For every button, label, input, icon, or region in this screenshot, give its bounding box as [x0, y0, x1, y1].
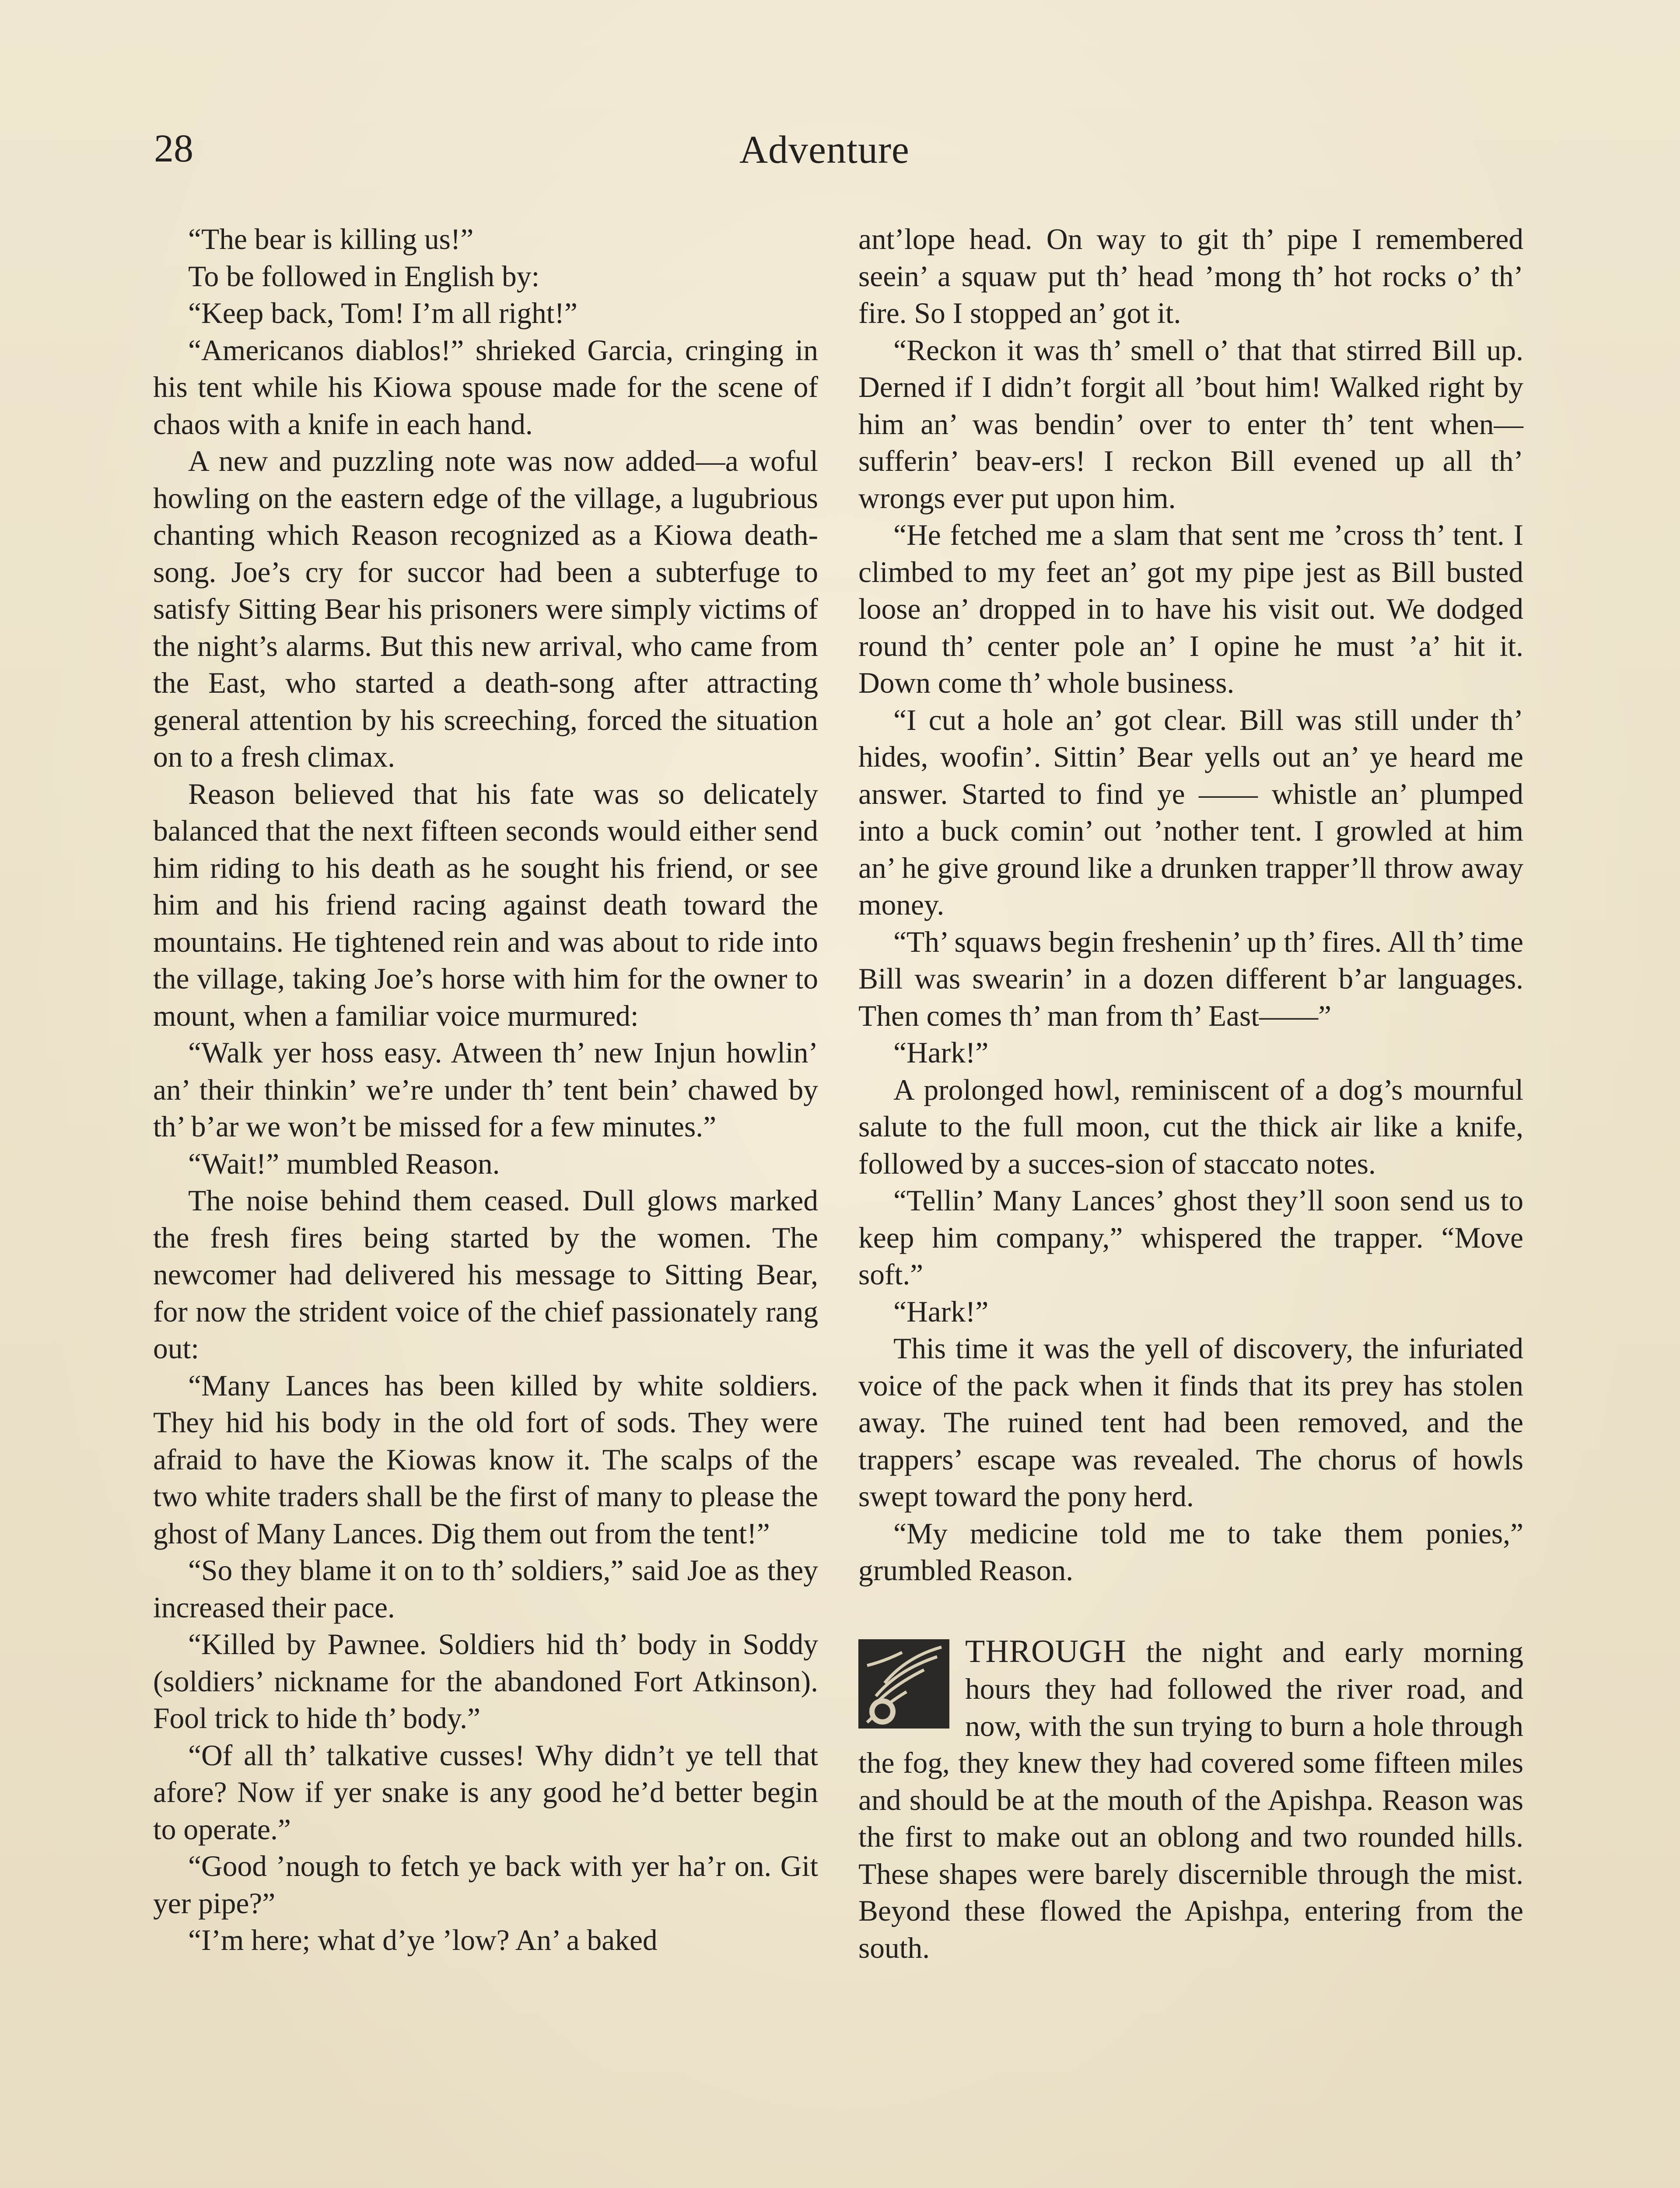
paragraph: “He fetched me a slam that sent me ’cross th’ tent. I climbed to my feet an’ got my pipe jest as Bill busted loose an’ dropped in to have his visit out. We dodged round th’ center pole an’ I opine he must ’a’ hit it. Down come th’ whole business.: [858, 519, 1523, 699]
page-number: 28: [154, 127, 193, 170]
paragraph: “Good ’nough to fetch ye back with yer ha’r on. Git yer pipe?”: [153, 1850, 818, 1920]
paragraph: “Of all th’ talkative cusses! Why didn’t ye tell that afore? Now if yer snake is any good he’d better begin to operate.”: [153, 1739, 818, 1846]
section-lead-word: THROUGH: [965, 1633, 1127, 1669]
paragraph-continued: ant’lope head. On way to git th’ pipe I remembered seein’ a squaw put th’ head ’mong th’ hot rocks o’ th’ fire. So I stopped an’ got it.: [858, 223, 1523, 330]
paragraph: To be followed in English by:: [188, 259, 540, 293]
left-text-column: [153, 221, 818, 1959]
paragraph: “Americanos diablos!” shrieked Garcia, cringing in his tent while his Kiowa spouse made for the scene of chaos with a knife in each hand.: [153, 333, 818, 441]
paragraph: “The bear is killing us!”: [188, 223, 474, 256]
paragraph: “Keep back, Tom! I’m all right!”: [188, 297, 578, 330]
paragraph: “Hark!”: [893, 1295, 989, 1328]
paragraph: “My medicine told me to take them ponies,” grumbled Reason.: [858, 1517, 1523, 1587]
paragraph: “Many Lances has been killed by white soldiers. They hid his body in the old fort of sods. They were afraid to have the Kiowas know it. The scalps of the two white traders shall be the first of many to please the ghost of Many Lances. Dig them out from the tent!”: [153, 1369, 818, 1550]
paragraph: “Walk yer hoss easy. Atween th’ new Injun howlin’ an’ their thinkin’ we’re under th’ tent bein’ chawed by th’ b’ar we won’t be missed for a few minutes.”: [153, 1036, 818, 1143]
paragraph: “So they blame it on to th’ soldiers,” said Joe as they increased their pace.: [153, 1554, 818, 1624]
paragraph: “Killed by Pawnee. Soldiers hid th’ body in Soddy (soldiers’ nickname for the abandoned Fort Atkinson). Fool trick to hide th’ body.”: [153, 1628, 818, 1735]
section-opening-paragraph: [858, 1633, 1523, 1967]
paragraph: “Tellin’ Many Lances’ ghost they’ll soon send us to keep him company,” whispered the trapper. “Move soft.”: [858, 1184, 1523, 1291]
right-text-column: [858, 221, 1523, 1967]
paragraph: “I cut a hole an’ got clear. Bill was still under th’ hides, woofin’. Sittin’ Bear yells out an’ ye heard me answer. Started to find ye —— whistle an’ plumped into a buck comin’ out ’nother tent. I growled at him an’ he give ground like a drunken trapper’ll throw away money.: [858, 703, 1523, 921]
running-header-title: Adventure: [739, 128, 910, 172]
paragraph: A prolonged howl, reminiscent of a dog’s mournful salute to the full moon, cut the thick air like a knife, followed by a succes-sion of staccato notes.: [858, 1073, 1523, 1180]
paragraph: This time it was the yell of discovery, the infuriated voice of the pack when it finds that its prey has stolen away. The ruined tent had been removed, and the trappers’ escape was revealed. The chorus of howls swept toward the pony herd.: [858, 1332, 1523, 1513]
paragraph: A new and puzzling note was now added—a woful howling on the eastern edge of the village, a lugubrious chanting which Reason recognized as a Kiowa death-song. Joe’s cry for succor had been a subterfuge to satisfy Sitting Bear his prisoners were simply victims of the night’s alarms. But this new arrival, who came from the East, who started a death-song after attracting general attention by his screeching, forced the situation on to a fresh climax.: [153, 445, 818, 773]
paragraph: Reason believed that his fate was so delicately balanced that the next fifteen seconds would either send him riding to his death as he sought his friend, or see him and his friend racing against death toward the mountains. He tightened rein and was about to ride into the village, taking Joe’s horse with him for the owner to mount, when a familiar voice murmured:: [153, 777, 818, 1032]
paragraph: “Wait!” mumbled Reason.: [188, 1147, 500, 1180]
sunburst-ornament-icon: [858, 1639, 949, 1729]
paragraph: The noise behind them ceased. Dull glows marked the fresh fires being started by the women. The newcomer had delivered his message to Sitting Bear, for now the strident voice of the chief passionately rang out:: [153, 1184, 818, 1365]
section-gap: [858, 1589, 1523, 1633]
paragraph: “I’m here; what d’ye ’low? An’ a baked: [188, 1924, 658, 1957]
paragraph: “Hark!”: [893, 1036, 989, 1069]
paragraph: “Th’ squaws begin freshenin’ up th’ fires. All th’ time Bill was swearin’ in a dozen different b’ar languages. Then comes th’ man from th’ East——”: [858, 925, 1523, 1032]
paragraph: “Reckon it was th’ smell o’ that that stirred Bill up. Derned if I didn’t forgit all ’bout him! Walked right by him an’ was bendin’ over to enter th’ tent when—sufferin’ beav-ers! I reckon Bill evened up all th’ wrongs ever put upon him.: [858, 333, 1523, 515]
section-text: the night and early morning hours they had followed the river road, and now, with the sun trying to burn a hole through the fog, they knew they had covered some fifteen miles and should be at the mouth of the Apishpa. Reason was the first to make out an oblong and two rounded hills. These shapes were barely discernible through the mist. Beyond these flowed the Apishpa, entering from the south.: [858, 1635, 1523, 1964]
